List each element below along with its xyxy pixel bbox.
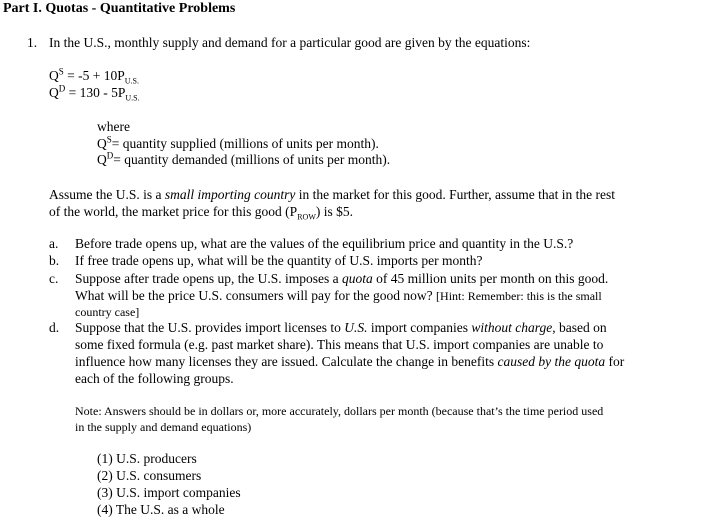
part-b-letter: b. xyxy=(49,253,60,268)
question-number: 1. xyxy=(27,35,38,50)
demand-definition: $Q^D=$ quantity demanded (millions of units per month). xyxy=(97,150,391,167)
list-item: (2) U.S. consumers xyxy=(97,468,202,483)
part-d-letter: d. xyxy=(49,320,60,335)
demand-equation: $Q^D = 130 - 5P_{U.S.}$ xyxy=(49,83,140,103)
part-c-line-2: What will be the price U.S. consumers will pay for the good now? [Hint: Remember: this is the small xyxy=(75,288,602,303)
part-d-line-4: each of the following groups. xyxy=(75,371,234,386)
assumption-line-2: of the world, the market price for this good $(P_{ROW})$ is $5. xyxy=(49,204,353,222)
part-d-line-2: some fixed formula (e.g. past market share). This means that U.S. import companies are unable to xyxy=(75,337,604,352)
question-intro: In the U.S., monthly supply and demand for a particular good are given by the equations: xyxy=(49,35,531,50)
where-label: where xyxy=(97,119,130,134)
part-a-text: Before trade opens up, what are the values of the equilibrium price and quantity in the U.S.? xyxy=(75,236,574,251)
list-item: (1) U.S. producers xyxy=(97,451,197,466)
part-c-line-3: country case] xyxy=(75,305,140,319)
part-d-line-1: Suppose that the U.S. provides import licenses to U.S. import companies without charge, based on xyxy=(75,320,607,335)
group-list xyxy=(97,450,241,518)
part-d-line-3: influence how many licenses they are issued. Calculate the change in benefits caused by the quota for xyxy=(75,354,625,369)
supply-equation: $Q^S = -5 + 10P_{U.S.}$ xyxy=(49,66,139,86)
supply-definition: $Q^S=$ quantity supplied (millions of units per month). xyxy=(97,134,379,151)
list-item: (3) U.S. import companies xyxy=(97,485,241,500)
part-c-letter: c. xyxy=(49,271,59,286)
part-b-text: If free trade opens up, what will be the quantity of U.S. imports per month? xyxy=(75,253,483,268)
part-c-line-1: Suppose after trade opens up, the U.S. imposes a quota of 45 million units per month on this good. xyxy=(75,271,609,286)
list-item: (4) The U.S. as a whole xyxy=(97,502,225,517)
assumption-line-1: Assume the U.S. is a small importing country in the market for this good. Further, assume that in the rest xyxy=(49,187,616,202)
note-line-1: Note: Answers should be in dollars or, more accurately, dollars per month (because that’s the time period used xyxy=(75,404,604,418)
page-title: Part I. Quotas - Quantitative Problems xyxy=(3,1,236,16)
note xyxy=(75,403,603,435)
note-line-2: in the supply and demand equations) xyxy=(75,420,252,434)
part-a-letter: a. xyxy=(49,236,59,251)
